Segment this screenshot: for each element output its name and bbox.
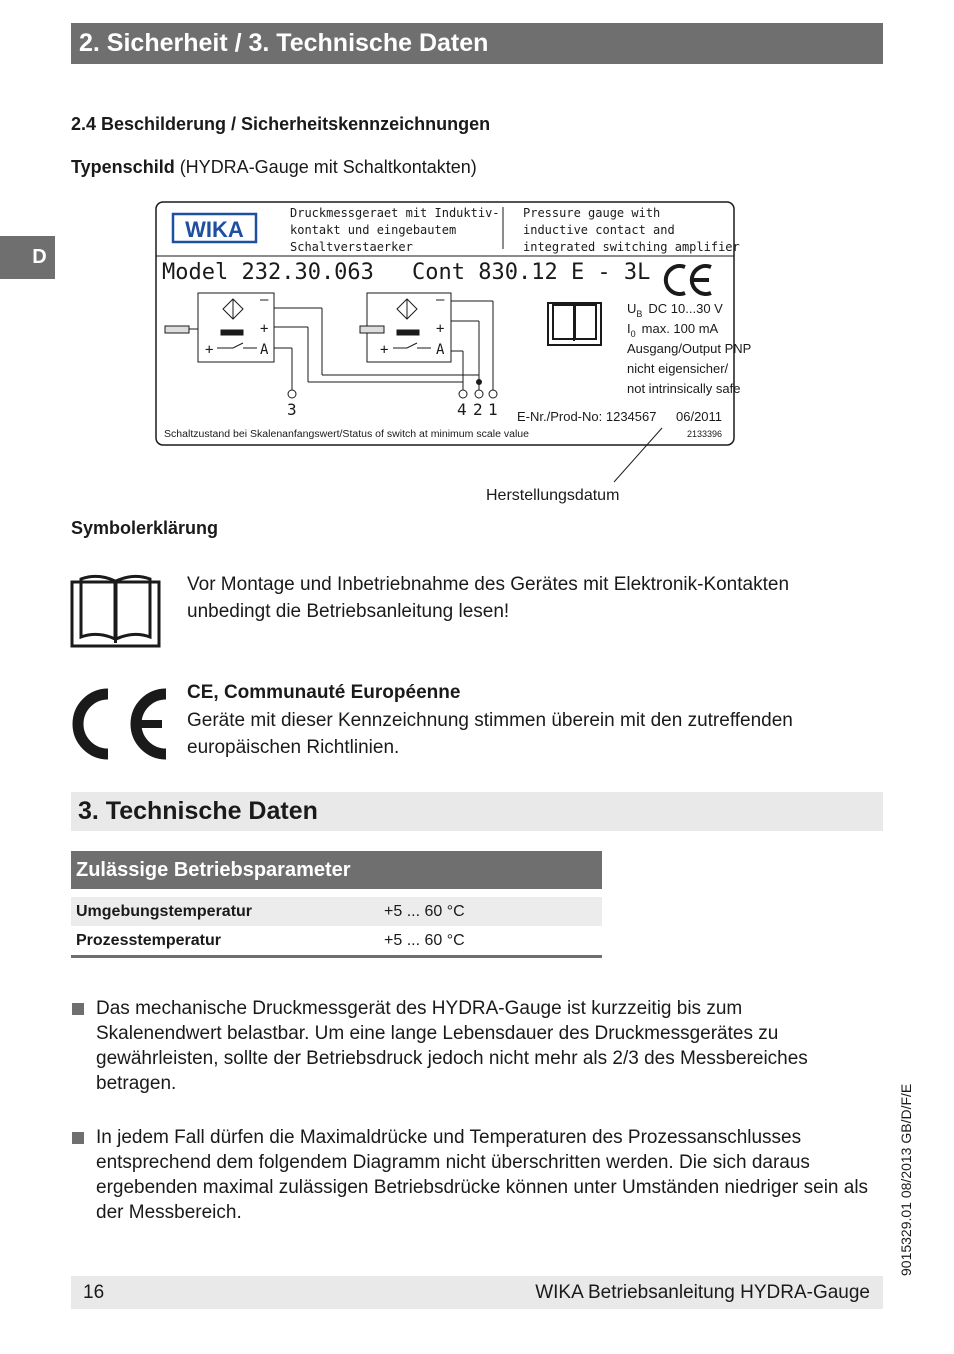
switch1-a: A <box>260 342 269 358</box>
params-table-header: Zulässige Betriebsparameter <box>71 851 602 889</box>
plate-date: 06/2011 <box>676 409 723 424</box>
switch2-plus-left: + <box>380 342 389 358</box>
page-number: 16 <box>83 1282 105 1303</box>
section-3-title: 3. Technische Daten <box>71 792 883 831</box>
callout-line <box>600 420 680 490</box>
terminal-3: 3 <box>287 400 297 419</box>
plate-en-line3: integrated switching amplifier <box>523 240 740 254</box>
plate-code: 2133396 <box>687 429 723 439</box>
page-header: 2. Sicherheit / 3. Technische Daten <box>71 23 883 64</box>
switch1-plus-left: + <box>205 342 214 358</box>
plate-output: Ausgang/Output PNP <box>627 341 752 356</box>
bullet-paragraph-2: In jedem Fall dürfen die Maximaldrücke und Temperaturen des Prozessanschlusses entsprechend dem folgendem Diagramm nicht überschritten werden. Die sich daraus ergebenden maximal zulässigen Betriebsdrücke können unter Umständen niedriger sein als der Messbereich. <box>96 1127 869 1223</box>
footer-title: WIKA Betriebsanleitung HYDRA-Gauge <box>535 1282 870 1303</box>
terminal-4: 4 <box>457 400 467 419</box>
row-label: Prozesstemperatur <box>76 932 221 949</box>
plate-prod-no: E-Nr./Prod-No: 1234567 <box>517 409 657 424</box>
bullet-square-icon <box>72 1132 84 1144</box>
plate-en-line2: inductive contact and <box>523 223 675 237</box>
plate-model: Model 232.30.063 <box>162 260 374 285</box>
row-value: +5 ... 60 °C <box>384 903 465 920</box>
plate-de-line3: Schaltverstaerker <box>290 240 413 254</box>
switch1-plus: + <box>260 321 269 337</box>
callout-label: Herstellungsdatum <box>486 487 620 504</box>
typenschild-rest: (HYDRA-Gauge mit Schaltkontakten) <box>174 157 477 177</box>
plate-cont: Cont 830.12 E - 3L <box>412 260 651 285</box>
svg-text:WIKA: WIKA <box>185 217 244 242</box>
table-row <box>71 926 602 955</box>
ce-title: CE, Communauté Européenne <box>187 682 461 703</box>
plate-intrinsic2: not intrinsically safe <box>627 381 741 396</box>
bullet-paragraph-1: Das mechanische Druckmessgerät des HYDRA-Gauge ist kurzzeitig bis zum Skalenendwert belastbar. Um eine lange Lebensdauer des Druckmessgerätes zu gewährleisten, sollte der Betriebsdruck jedoch nicht mehr als 2/3 des Messbereiches betragen. <box>96 998 808 1094</box>
plate-de-line2: kontakt und eingebautem <box>290 223 457 237</box>
plate-de-line1: Druckmessgeraet mit Induktiv- <box>290 206 500 220</box>
row-label: Umgebungstemperatur <box>76 903 253 920</box>
params-table <box>71 851 602 958</box>
manual-symbol-text: Vor Montage und Inbetriebnahme des Gerätes mit Elektronik-Kontakten unbedingt die Betriebsanleitung lesen! <box>187 574 790 622</box>
plate-io: $I_0$ max. 100 mA <box>627 321 719 339</box>
table-bottom-rule <box>71 955 602 958</box>
switch2-a: A <box>436 342 445 358</box>
terminal-2: 2 <box>473 400 483 419</box>
manual-book-icon <box>70 573 162 649</box>
switch2-plus: + <box>436 321 445 337</box>
plate-status: Schaltzustand bei Skalenanfangswert/Status of switch at minimum scale value <box>164 429 530 440</box>
switch1-minus: – <box>260 292 269 308</box>
plate-en-line1: Pressure gauge with <box>523 206 661 220</box>
typenschild-caption <box>71 154 477 181</box>
switch2-minus: – <box>436 292 445 308</box>
table-row <box>71 897 602 926</box>
ce-mark-icon <box>70 688 174 760</box>
bullet-square-icon <box>72 1003 84 1015</box>
language-tab[interactable]: D <box>0 236 55 279</box>
plate-ub: $U_B$ DC 10...30 V <box>627 301 723 319</box>
row-value: +5 ... 60 °C <box>384 932 465 949</box>
type-plate <box>155 201 752 446</box>
plate-intrinsic1: nicht eigensicher/ <box>627 361 729 376</box>
section-heading-2-4: 2.4 Beschilderung / Sicherheitskennzeichnungen <box>71 114 491 134</box>
page-footer <box>71 1276 883 1309</box>
terminal-1: 1 <box>488 400 498 419</box>
symbols-heading: Symbolerklärung <box>71 518 219 538</box>
typenschild-bold: Typenschild <box>71 157 175 177</box>
wika-logo <box>173 214 256 242</box>
ce-text: Geräte mit dieser Kennzeichnung stimmen überein mit den zutreffenden europäischen Richtlinien. <box>187 710 793 758</box>
doc-code: 9015329.01 08/2013 GB/D/F/E <box>898 1083 914 1276</box>
